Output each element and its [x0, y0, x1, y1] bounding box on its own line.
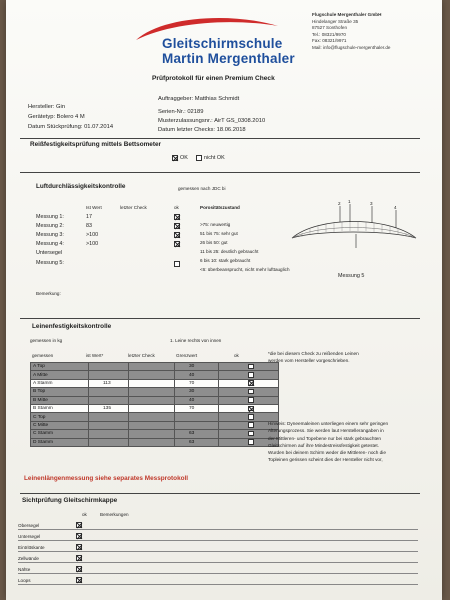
table-row	[31, 396, 279, 404]
divider	[20, 493, 420, 494]
document-title: Prüfprotokoll für einen Premium Check	[152, 75, 275, 82]
table-row	[31, 421, 279, 429]
table-row	[31, 363, 279, 371]
visual-check-title: Sichtprüfung Gleitschirmkappe	[22, 497, 118, 504]
air-ok-checkbox[interactable]	[174, 261, 180, 267]
line-last[interactable]	[129, 371, 175, 379]
address-line: Tel.: 08321/9970	[312, 31, 346, 37]
air-row-label: Messung 1:	[36, 214, 64, 220]
air-col-state: Porositätszustand	[200, 205, 240, 210]
line-name: C Top	[31, 413, 89, 421]
porosity-state: 6 bis 10: stark gebraucht	[200, 258, 251, 263]
line-value[interactable]	[89, 388, 129, 396]
line-value[interactable]	[89, 413, 129, 421]
porosity-state: 26 bis 50: gut	[200, 240, 228, 245]
air-row-label: Messung 2:	[36, 223, 64, 229]
client-name: Auftraggeber: Matthias Schmidt	[158, 96, 240, 102]
visual-item-label: Loops	[18, 578, 31, 583]
line-limit: 63	[175, 430, 219, 438]
line-limit: 30	[175, 363, 219, 371]
line-value[interactable]	[89, 371, 129, 379]
table-row	[31, 404, 279, 412]
line-name: D Stamm	[31, 438, 89, 446]
line-last[interactable]	[129, 413, 175, 421]
porosity-state: >75: neuwertig	[200, 222, 231, 227]
line-name: C Mitte	[31, 421, 89, 429]
divider	[20, 172, 420, 173]
footnote-line: *die bei diesem Check zu reißenden Leinen	[268, 351, 359, 356]
line-ok-checkbox[interactable]	[248, 372, 254, 378]
address-line: Fax: 08321/9971	[312, 38, 347, 44]
air-row-label: Messung 3:	[36, 232, 64, 238]
address-line: 87527 Sonthofen	[312, 25, 347, 31]
visual-ok-checkbox[interactable]	[76, 577, 82, 583]
row-line	[18, 562, 418, 563]
table-row	[31, 438, 279, 446]
line-ok-cell	[219, 388, 279, 396]
hint-line: Topleinen gerissen scheint dies der Hersteller nicht vor,	[268, 457, 383, 463]
air-ok-checkbox[interactable]	[174, 214, 180, 220]
line-name: B Mitte	[31, 396, 89, 404]
line-col-limit: Grenzwert	[176, 353, 198, 358]
visual-ok-checkbox[interactable]	[76, 544, 82, 550]
piece-test-date: Datum Stückprüfung: 01.07.2014	[28, 124, 114, 130]
hint-line: der Mittleren- und Topebene nur bei stark gebrauchten	[268, 435, 382, 441]
air-col-actual: Ist Wert	[86, 205, 102, 210]
line-limit: 63	[175, 438, 219, 446]
line-ok-checkbox[interactable]	[248, 406, 254, 412]
hint-line: Hinweis: Dyneemaleinen unterliegen einem sehr geringen	[268, 421, 389, 426]
line-ok-cell	[219, 396, 279, 404]
school-logo-line1: Gleitschirmschule	[162, 36, 283, 51]
visual-item-label: Eintrittskante	[18, 545, 45, 550]
line-col-last: letzter Check	[128, 353, 155, 358]
line-col-actual: ist Wert*	[86, 353, 104, 358]
line-last[interactable]	[129, 421, 175, 429]
air-ok-checkbox[interactable]	[174, 223, 180, 229]
line-ok-checkbox[interactable]	[248, 431, 254, 437]
line-ok-checkbox[interactable]	[248, 380, 254, 386]
tear-ok-checkbox[interactable]	[172, 155, 178, 161]
line-name: C Stamm	[31, 430, 89, 438]
line-name: A Top	[31, 363, 89, 371]
air-row-value: 17	[86, 214, 92, 220]
line-col-ok: ok	[234, 353, 239, 358]
line-ok-checkbox[interactable]	[248, 414, 254, 420]
school-logo-line2: Martin Mergenthaler	[162, 51, 295, 66]
line-last[interactable]	[129, 363, 175, 371]
row-line	[18, 540, 418, 541]
air-col-ok: ok	[174, 205, 179, 210]
line-name: B Top	[31, 388, 89, 396]
serial-number: Serien-Nr.: 02189	[158, 109, 204, 115]
line-ok-checkbox[interactable]	[248, 422, 254, 428]
row-line	[18, 551, 418, 552]
visual-item-label: Nähte	[18, 567, 31, 572]
table-row	[31, 413, 279, 421]
air-row-label: Untersegel	[36, 250, 63, 256]
line-name: B Stamm	[31, 404, 89, 412]
air-permeability-title: Luftdurchlässigkeitskontrolle	[36, 183, 126, 190]
line-strength-title: Leinenfestigkeitskontrolle	[32, 323, 112, 330]
porosity-state: <6: überbeansprucht, nicht mehr lufttauglich	[200, 267, 290, 272]
line-name: A Mitte	[31, 371, 89, 379]
line-limit	[175, 421, 219, 429]
table-row	[31, 371, 279, 379]
line-value[interactable]	[89, 421, 129, 429]
footnote-line: werden vom Hersteller vorgeschrieben.	[268, 358, 350, 364]
line-ok-cell	[219, 379, 279, 387]
tear-test-title: Reißfestigkeitsprüfung mittels Bettsometer	[30, 141, 162, 148]
line-ok-checkbox[interactable]	[248, 439, 254, 445]
line-name: A Stamm	[31, 379, 89, 387]
air-col-last: letzter Check	[120, 205, 147, 210]
manufacturer: Hersteller: Gin	[28, 104, 66, 110]
line-value[interactable]: 113	[89, 379, 129, 387]
line-col-measured: gemessen	[32, 353, 54, 358]
hint-line: Gleitschirmen auf ihre Mindestreissfestigkeit getestet.	[268, 442, 379, 448]
visual-col-ok: ok	[82, 512, 87, 517]
line-side: 1. Leine rechts von innen	[170, 338, 222, 343]
visual-col-remarks: Bemerkungen	[100, 512, 129, 517]
glider-type: Gerätetyp: Bolero 4 M	[28, 114, 85, 120]
wing-measure-number: 2	[338, 201, 341, 206]
divider	[20, 138, 420, 139]
protocol-sheet	[6, 0, 442, 600]
air-ok-checkbox[interactable]	[174, 232, 180, 238]
line-last[interactable]	[129, 404, 175, 412]
air-row-label: Messung 5:	[36, 260, 64, 266]
line-ok-cell	[219, 404, 279, 412]
line-strength-table	[30, 362, 279, 447]
line-limit: 40	[175, 396, 219, 404]
visual-item-label: Obersegel	[18, 523, 40, 528]
wing-measure-number: 4	[394, 205, 397, 210]
address-line: Flugschule Mergenthaler GmbH	[312, 12, 382, 17]
visual-item-label: Untersegel	[18, 534, 41, 539]
row-line	[18, 573, 418, 574]
tear-notok-checkbox[interactable]	[196, 155, 202, 161]
visual-ok-checkbox[interactable]	[76, 533, 82, 539]
address-line: Mail: info@flugschule-mergenthaler.de	[312, 44, 391, 50]
wing-measure-number: 1	[348, 199, 351, 204]
hint-line: Wurden bei deinem Schirm weder die Mittleren- noch die	[268, 450, 386, 456]
air-row-value: 83	[86, 223, 92, 229]
remark-label: Bemerkung:	[36, 291, 61, 296]
row-line	[18, 529, 418, 530]
line-last[interactable]	[129, 438, 175, 446]
line-ok-checkbox[interactable]	[248, 397, 254, 403]
wing-sketch-icon	[288, 198, 420, 256]
last-check-date: Datum letzter Checks: 18.06.2018	[158, 127, 246, 133]
table-row	[31, 430, 279, 438]
line-length-note: Leinenlängenmessung siehe separates Messprotokoll	[24, 475, 189, 482]
tear-ok-label: OK	[180, 155, 188, 161]
line-last[interactable]	[129, 379, 175, 387]
line-ok-cell	[219, 371, 279, 379]
line-hint	[268, 420, 388, 464]
wing-measure-number: 3	[370, 201, 373, 206]
divider	[20, 318, 420, 319]
line-value[interactable]	[89, 396, 129, 404]
line-last[interactable]	[129, 430, 175, 438]
line-value[interactable]: 135	[89, 404, 129, 412]
air-row-value: >100	[86, 232, 99, 238]
visual-ok-checkbox[interactable]	[76, 555, 82, 561]
line-unit: gemessen in kg	[30, 338, 63, 343]
porosity-state: 11 bis 25: deutlich gebraucht	[200, 249, 259, 254]
line-limit	[175, 413, 219, 421]
line-limit: 70	[175, 404, 219, 412]
line-last[interactable]	[129, 388, 175, 396]
line-limit: 30	[175, 388, 219, 396]
tear-notok-label: nicht OK	[204, 155, 225, 161]
air-row-label: Messung 4:	[36, 241, 64, 247]
line-limit: 40	[175, 371, 219, 379]
air-measured-note: gemessen nach JDC bi	[178, 186, 226, 191]
visual-item-label: Zellwände	[18, 556, 39, 561]
visual-ok-checkbox[interactable]	[76, 522, 82, 528]
line-footnote	[268, 350, 359, 365]
wing-caption: Messung 5	[338, 273, 365, 279]
line-limit: 70	[175, 379, 219, 387]
line-value[interactable]	[89, 438, 129, 446]
table-row	[31, 379, 279, 387]
air-row-value: >100	[86, 241, 99, 247]
line-ok-checkbox[interactable]	[248, 389, 254, 395]
air-ok-checkbox[interactable]	[174, 241, 180, 247]
hint-line: Alterungsprozess. Sie werden laut Herstellerangaben in	[268, 428, 384, 434]
line-ok-checkbox[interactable]	[248, 364, 254, 370]
porosity-state: 51 bis 75: sehr gut	[200, 231, 238, 236]
row-line	[18, 584, 418, 585]
table-row	[31, 388, 279, 396]
line-last[interactable]	[129, 396, 175, 404]
visual-ok-checkbox[interactable]	[76, 566, 82, 572]
type-approval-number: Musterzulassungsnr.: AirT GS_0308.2010	[158, 118, 266, 124]
school-address	[312, 12, 390, 52]
address-line: Hindelanger Straße 35	[312, 18, 359, 24]
line-value[interactable]	[89, 430, 129, 438]
line-value[interactable]	[89, 363, 129, 371]
